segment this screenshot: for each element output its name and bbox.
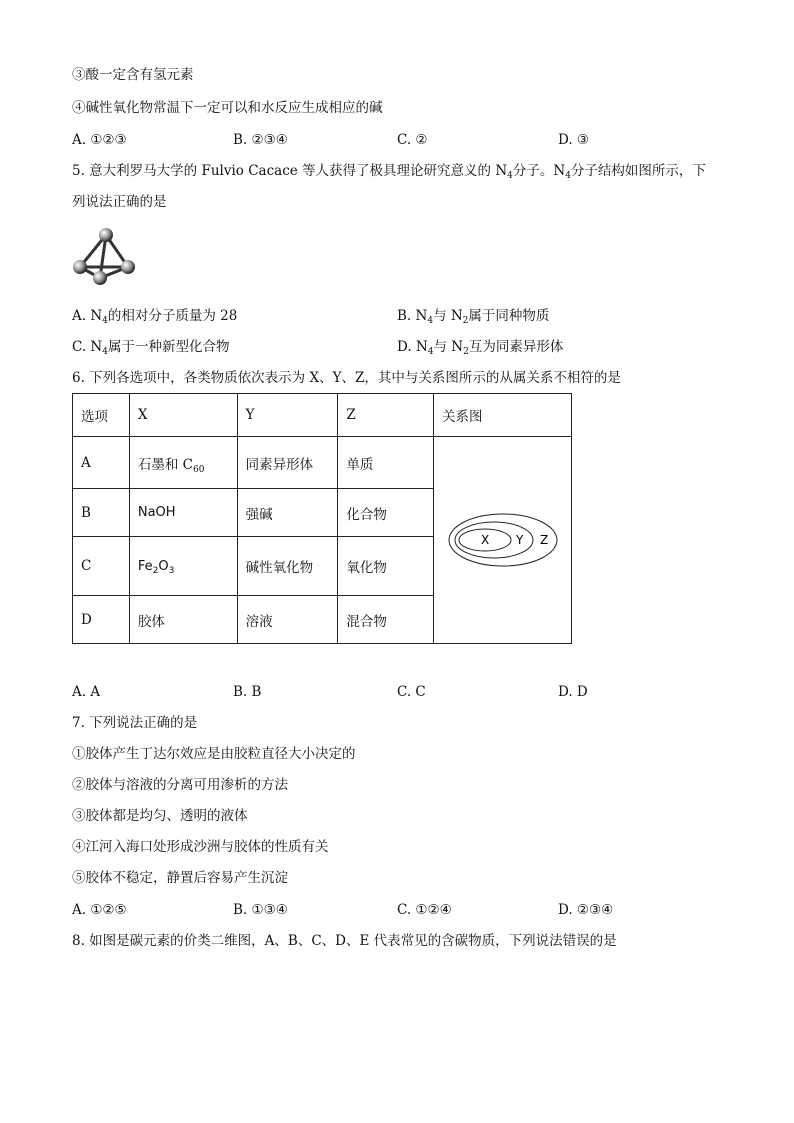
q5-stem-line2: 列说法正确的是 <box>72 194 167 210</box>
q7-item-3: ③胶体都是均匀、透明的液体 <box>72 808 248 824</box>
label-y: Y <box>515 533 523 547</box>
cell-x: 石墨和 $C_{60}$ <box>129 437 237 489</box>
q6-option-b[interactable]: B. B <box>233 684 262 700</box>
cell-x: NaOH <box>129 489 237 537</box>
cell-y: 碱性氧化物 <box>237 537 338 596</box>
n-atom-front <box>93 271 107 285</box>
n-atom-left <box>73 260 87 274</box>
row-key: D <box>73 596 130 644</box>
cell-z: 氧化物 <box>338 537 434 596</box>
relation-diagram-cell <box>434 437 572 644</box>
q4-option-d[interactable]: D. ③ <box>558 132 590 148</box>
cell-x: 胶体 <box>129 596 237 644</box>
n-atom-right <box>121 260 135 274</box>
q6-stem: 6. 下列各选项中，各类物质依次表示为 X、Y、Z，其中与关系图所示的从属关系不相符的是 <box>72 370 621 386</box>
label-x: X <box>480 533 489 547</box>
q5-option-d[interactable]: D. $N_4$与 $N_2$互为同素异形体 <box>397 339 564 357</box>
q7-item-1: ①胶体产生丁达尔效应是由胶粒直径大小决定的 <box>72 746 356 762</box>
cell-z: 混合物 <box>338 596 434 644</box>
q6-option-c[interactable]: C. C <box>397 684 426 700</box>
q7-stem: 7. 下列说法正确的是 <box>72 715 198 731</box>
statement-4: ④碱性氧化物常温下一定可以和水反应生成相应的碱 <box>72 100 383 116</box>
nested-ellipses-diagram <box>447 511 559 569</box>
statement-3: ③酸一定含有氢元素 <box>72 67 194 83</box>
row-key: B <box>73 489 130 537</box>
cell-y: 溶液 <box>237 596 338 644</box>
q7-item-2: ②胶体与溶液的分离可用渗析的方法 <box>72 777 288 793</box>
header-diagram: 关系图 <box>434 394 572 437</box>
q6-option-a[interactable]: A. A <box>72 684 101 700</box>
q4-option-a[interactable]: A. ①②③ <box>72 132 127 148</box>
q6-option-d[interactable]: D. D <box>558 684 588 700</box>
q4-option-c[interactable]: C. ② <box>397 132 428 148</box>
n-atom-top <box>99 228 113 242</box>
q7-option-c[interactable]: C. ①②④ <box>397 902 452 918</box>
cell-z: 化合物 <box>338 489 434 537</box>
table-row <box>73 437 572 489</box>
n4-molecule-figure <box>70 226 140 288</box>
q8-stem: 8. 如图是碳元素的价类二维图，A、B、C、D、E 代表常见的含碳物质，下列说法错误的是 <box>72 933 617 949</box>
q5-option-c[interactable]: C. $N_4$属于一种新型化合物 <box>72 339 230 357</box>
q7-option-a[interactable]: A. ①②⑤ <box>72 902 127 918</box>
cell-z: 单质 <box>338 437 434 489</box>
q5-option-a[interactable]: A. $N_4$的相对分子质量为 28 <box>72 308 238 326</box>
cell-y: 同素异形体 <box>237 437 338 489</box>
q4-option-b[interactable]: B. ②③④ <box>233 132 288 148</box>
header-y: Y <box>237 394 338 437</box>
q7-item-5: ⑤胶体不稳定，静置后容易产生沉淀 <box>72 870 288 886</box>
q5-stem: 5. 意大利罗马大学的 Fulvio Cacace 等人获得了极具理论研究意义的 $N_4$分子。$N_4$分子结构如图所示，下 <box>72 163 706 181</box>
header-x: X <box>129 394 237 437</box>
row-key: A <box>73 437 130 489</box>
q7-option-d[interactable]: D. ②③④ <box>558 902 614 918</box>
q6-classification-table <box>72 393 572 644</box>
header-option: 选项 <box>73 394 130 437</box>
table-header-row <box>73 394 572 437</box>
q5-option-b[interactable]: B. $N_4$与 $N_2$属于同种物质 <box>397 308 550 326</box>
q7-option-b[interactable]: B. ①③④ <box>233 902 288 918</box>
cell-x: $Fe_2O_3$ <box>129 537 237 596</box>
label-z: Z <box>539 533 548 547</box>
row-key: C <box>73 537 130 596</box>
cell-y: 强碱 <box>237 489 338 537</box>
header-z: Z <box>338 394 434 437</box>
q7-item-4: ④江河入海口处形成沙洲与胶体的性质有关 <box>72 839 329 855</box>
